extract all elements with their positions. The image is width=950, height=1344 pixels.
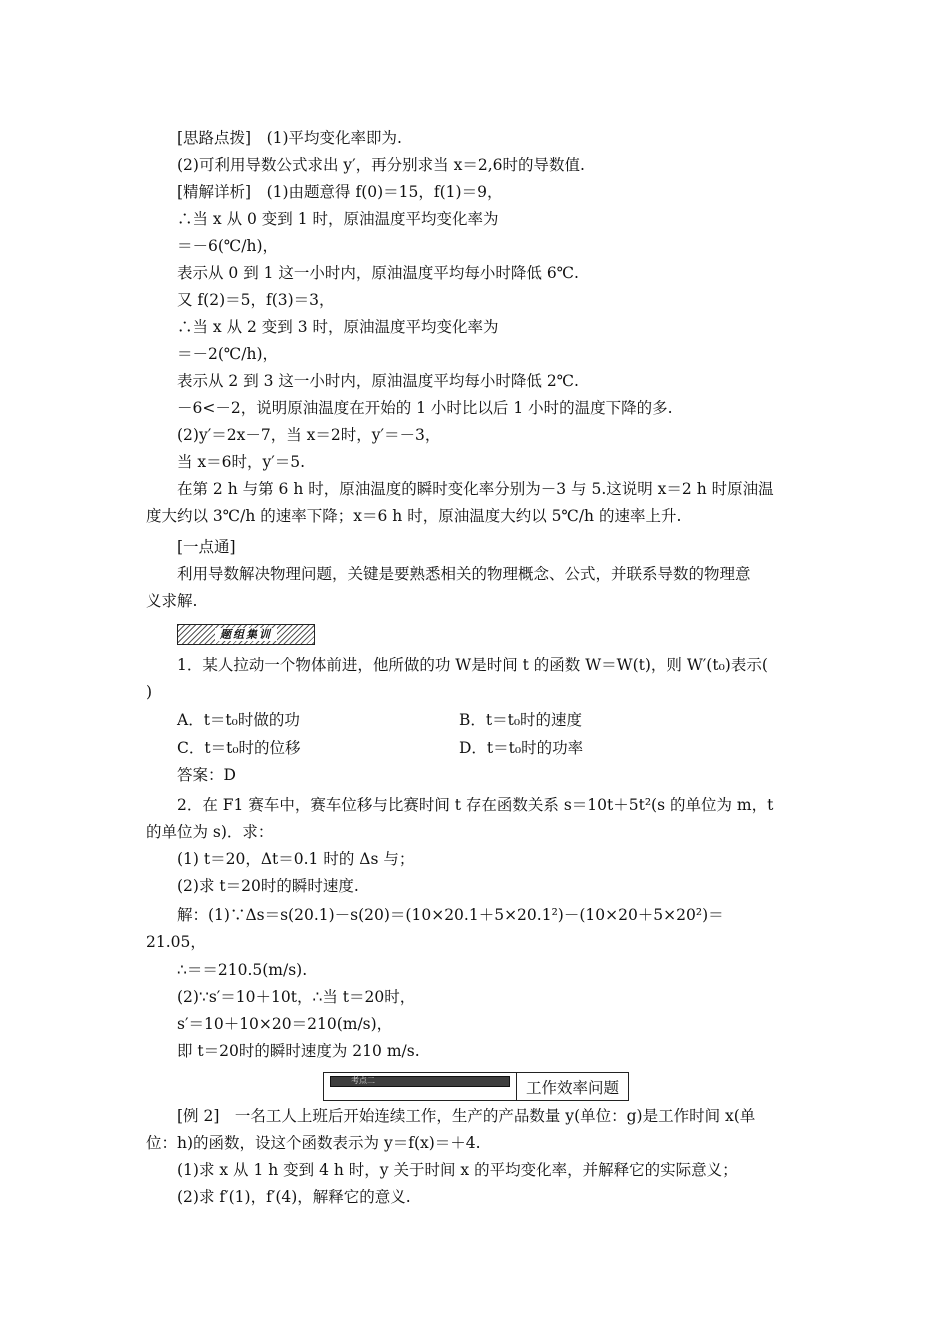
- text-line: [思路点拨] (1)平均变化率即为.: [177, 129, 402, 147]
- text-line: 的单位为 s)．求：: [146, 823, 274, 841]
- section-header: [323, 1072, 629, 1101]
- text-line: 在第 2 h 与第 6 h 时，原油温度的瞬时变化率分别为－3 与 5.这说明 x＝2 h 时原油温: [177, 480, 774, 498]
- text-line: 21.05，: [146, 933, 206, 951]
- text-line: 位：h)的函数，设这个函数表示为 y＝f(x)＝＋4.: [146, 1134, 481, 1152]
- text-line: 利用导数解决物理问题，关键是要熟悉相关的物理概念、公式，并联系导数的物理意: [177, 565, 751, 583]
- text-line: 义求解.: [146, 592, 198, 610]
- text-line: 答案：D: [177, 766, 236, 784]
- text-line: [一点通]: [177, 538, 236, 556]
- text-line: 即 t＝20时的瞬时速度为 210 m/s.: [177, 1042, 420, 1060]
- text-line: (1)求 x 从 1 h 变到 4 h 时，y 关于时间 x 的平均变化率，并解释它的实际意义；: [177, 1161, 738, 1179]
- text-line: 2．在 F1 赛车中，赛车位移与比赛时间 t 存在函数关系 s＝10t＋5t²(s 的单位为 m，t: [177, 796, 774, 814]
- section-bar: [330, 1076, 510, 1087]
- text-line: (2)求 f′(1)，f′(4)，解释它的意义.: [177, 1188, 411, 1206]
- text-line: －6<－2，说明原油温度在开始的 1 小时比以后 1 小时的温度下降的多.: [177, 399, 673, 417]
- text-line: C．t＝t₀时的位移: [177, 739, 301, 757]
- text-line: (2)求 t＝20时的瞬时速度.: [177, 877, 359, 895]
- text-line: D．t＝t₀时的功率: [459, 739, 584, 757]
- text-line: 表示从 0 到 1 这一小时内，原油温度平均每小时降低 6℃.: [177, 264, 579, 282]
- section-bar-label: 考点二: [351, 1076, 375, 1085]
- text-line: [精解详析] (1)由题意得 f(0)＝15，f(1)＝9，: [177, 183, 503, 201]
- text-line: (2)y′＝2x－7，当 x＝2时，y′＝－3，: [177, 426, 441, 444]
- text-line: 1．某人拉动一个物体前进，他所做的功 W是时间 t 的函数 W＝W(t)，则 W′(t₀)表示(: [177, 656, 768, 674]
- text-line: s′＝10＋10×20＝210(m/s)，: [177, 1015, 393, 1033]
- text-line: ∴当 x 从 0 变到 1 时，原油温度平均变化率为: [177, 210, 499, 228]
- text-line: ∴当 x 从 2 变到 3 时，原油温度平均变化率为: [177, 318, 499, 336]
- text-line: 当 x＝6时，y′＝5.: [177, 453, 306, 471]
- text-line: ): [146, 683, 153, 701]
- text-line: ＝－6(℃/h)，: [177, 237, 278, 255]
- text-line: B．t＝t₀时的速度: [459, 711, 583, 729]
- text-line: [例 2] 一名工人上班后开始连续工作，生产的产品数量 y(单位：g)是工作时间 x(单: [177, 1107, 756, 1125]
- text-line: (1) t＝20，Δt＝0.1 时的 Δs 与；: [177, 850, 415, 868]
- text-line: 解：(1)∵Δs＝s(20.1)－s(20)＝(10×20.1＋5×20.1²)－(10×20＋5×20²)＝: [177, 906, 724, 924]
- text-line: 表示从 2 到 3 这一小时内，原油温度平均每小时降低 2℃.: [177, 372, 579, 390]
- text-line: (2)∵s′＝10＋10t，∴当 t＝20时，: [177, 988, 416, 1006]
- text-line: ∴＝＝210.5(m/s).: [177, 961, 308, 979]
- exercise-group-banner: [177, 624, 315, 645]
- section-title: 工作效率问题: [525, 1078, 619, 1097]
- text-line: ＝－2(℃/h)，: [177, 345, 278, 363]
- banner-label: 题组集训: [215, 628, 277, 641]
- text-line: 又 f(2)＝5，f(3)＝3，: [177, 291, 335, 309]
- text-line: A．t＝t₀时做的功: [177, 711, 300, 729]
- text-line: (2)可利用导数公式求出 y′，再分别求当 x＝2,6时的导数值.: [177, 156, 585, 174]
- text-line: 度大约以 3℃/h 的速率下降；x＝6 h 时，原油温度大约以 5℃/h 的速率上升.: [146, 507, 682, 525]
